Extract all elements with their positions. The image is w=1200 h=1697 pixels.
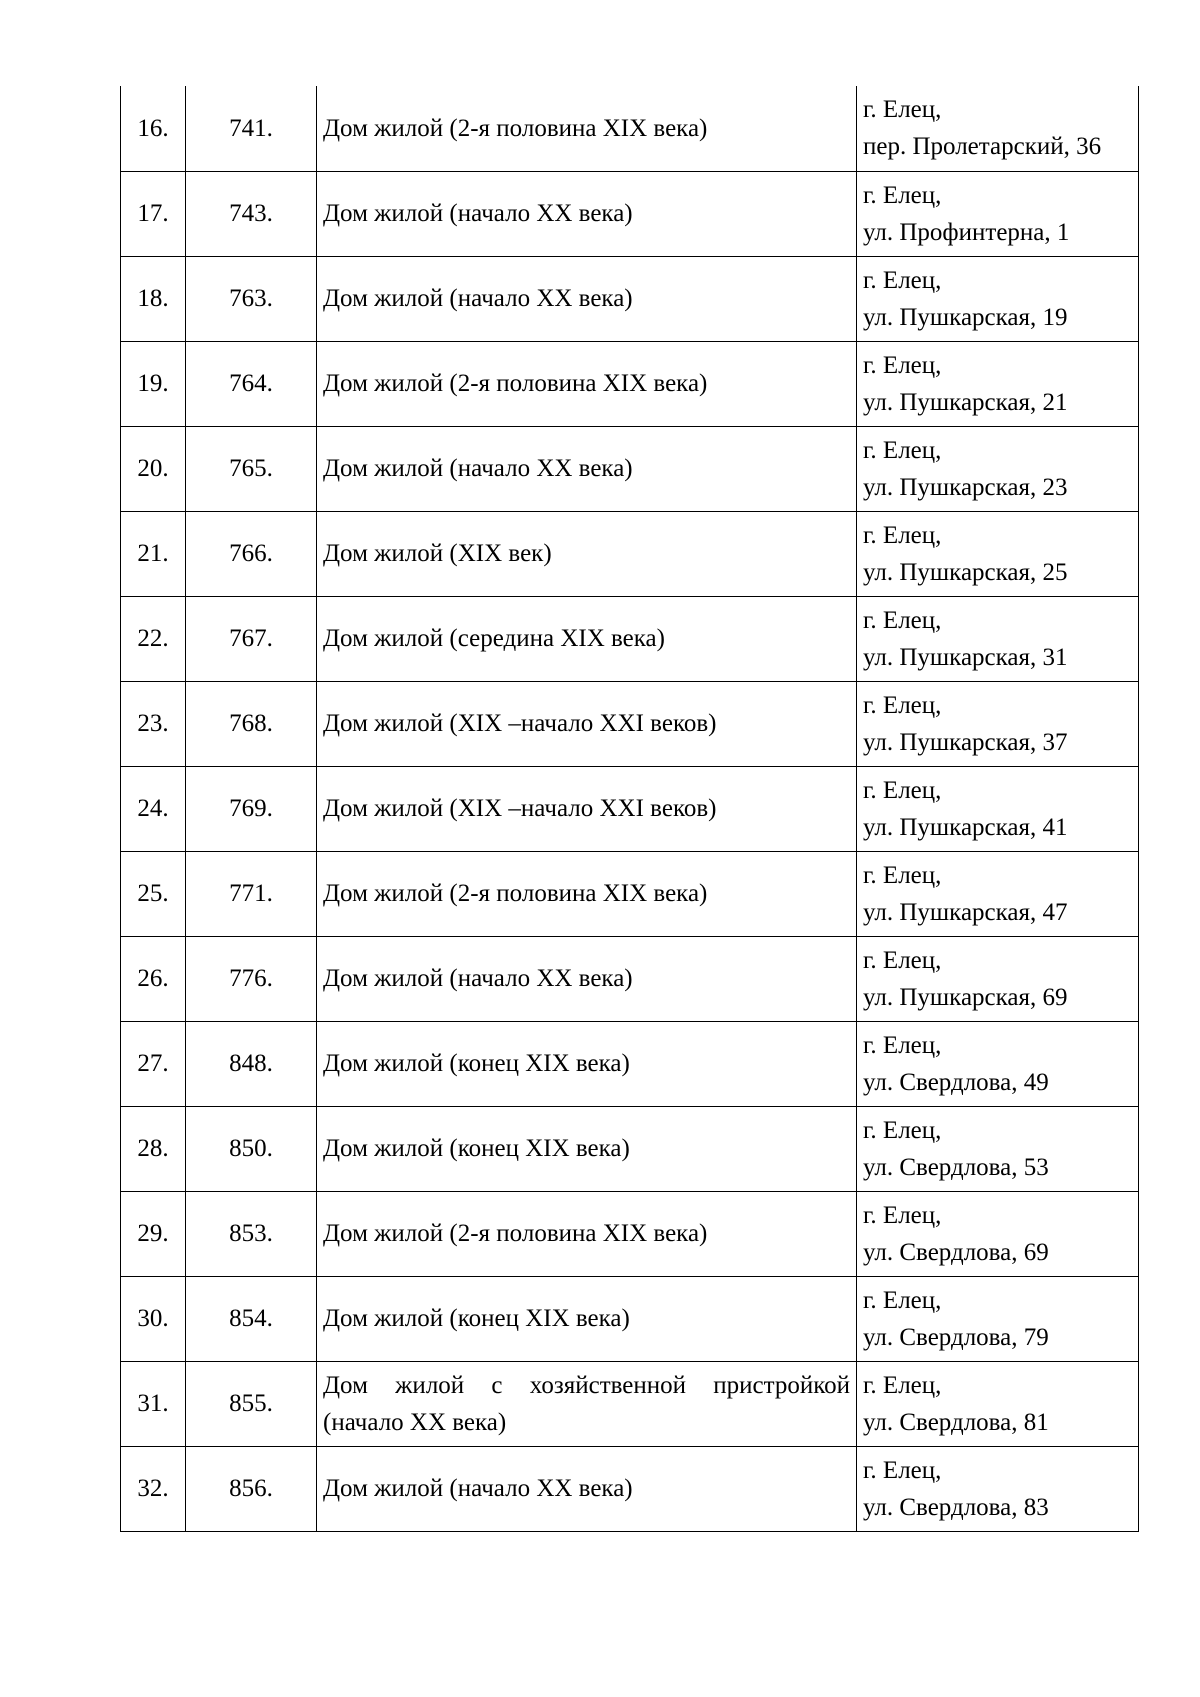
address-cell [857,511,1139,596]
registry-number-cell: 767. [186,596,317,681]
table-row [121,256,1139,341]
address-cell [857,426,1139,511]
object-name-cell: Дом жилой (начало XX века) [317,426,857,511]
address-street: ул. Свердлова, 53 [863,1153,1049,1181]
address-city: г. Елец, [863,521,942,549]
table-row [121,936,1139,1021]
heritage-objects-table [120,86,1139,1532]
table-row [121,1191,1139,1276]
object-name-cell: Дом жилой (конец XIX века) [317,1106,857,1191]
table-row [121,766,1139,851]
object-name-cell: Дом жилой (2-я половина XIX века) [317,341,857,426]
object-name-cell: Дом жилой (начало XX века) [317,1446,857,1531]
row-number-cell: 17. [121,171,186,256]
address-cell [857,86,1139,171]
object-name-cell: Дом жилой (начало XX века) [317,256,857,341]
address-cell [857,596,1139,681]
address-city: г. Елец, [863,266,942,294]
address-street: ул. Свердлова, 81 [863,1408,1049,1436]
address-city: г. Елец, [863,606,942,634]
table-row [121,341,1139,426]
table-row [121,426,1139,511]
table-row [121,171,1139,256]
address-cell [857,256,1139,341]
address-cell [857,766,1139,851]
object-name-cell: Дом жилой (2-я половина XIX века) [317,1191,857,1276]
row-number-cell: 26. [121,936,186,1021]
registry-number-cell: 776. [186,936,317,1021]
address-cell [857,681,1139,766]
row-number-cell: 20. [121,426,186,511]
registry-number-cell: 850. [186,1106,317,1191]
table-row [121,86,1139,171]
object-name-cell: Дом жилой с хозяйственной пристройкой (начало XX века) [317,1361,857,1446]
object-name-cell: Дом жилой (XIX –начало XXI веков) [317,766,857,851]
table-row [121,1021,1139,1106]
address-cell [857,341,1139,426]
address-cell [857,851,1139,936]
address-street: ул. Свердлова, 69 [863,1238,1049,1266]
address-cell [857,936,1139,1021]
object-name-cell: Дом жилой (конец XIX века) [317,1021,857,1106]
registry-number-cell: 856. [186,1446,317,1531]
table-row [121,681,1139,766]
table-row [121,511,1139,596]
address-street: ул. Пушкарская, 21 [863,388,1068,416]
address-street: ул. Пушкарская, 47 [863,898,1068,926]
address-street: ул. Пушкарская, 69 [863,983,1068,1011]
table-row [121,1276,1139,1361]
address-city: г. Елец, [863,436,942,464]
address-street: пер. Пролетарский, 36 [863,133,1102,161]
address-street: ул. Пушкарская, 19 [863,303,1068,331]
address-city: г. Елец, [863,96,942,124]
row-number-cell: 19. [121,341,186,426]
table-row [121,1361,1139,1446]
address-street: ул. Свердлова, 83 [863,1493,1049,1521]
registry-number-cell: 764. [186,341,317,426]
row-number-cell: 27. [121,1021,186,1106]
address-street: ул. Пушкарская, 25 [863,558,1068,586]
registry-number-cell: 763. [186,256,317,341]
registry-number-cell: 741. [186,86,317,171]
row-number-cell: 32. [121,1446,186,1531]
registry-number-cell: 765. [186,426,317,511]
row-number-cell: 23. [121,681,186,766]
row-number-cell: 29. [121,1191,186,1276]
object-name-cell: Дом жилой (2-я половина XIX века) [317,86,857,171]
registry-number-cell: 769. [186,766,317,851]
address-city: г. Елец, [863,691,942,719]
address-cell [857,1191,1139,1276]
row-number-cell: 18. [121,256,186,341]
address-city: г. Елец, [863,861,942,889]
address-city: г. Елец, [863,351,942,379]
address-street: ул. Пушкарская, 31 [863,643,1068,671]
object-name-cell: Дом жилой (середина XIX века) [317,596,857,681]
address-street: ул. Пушкарская, 37 [863,728,1068,756]
address-cell [857,1021,1139,1106]
row-number-cell: 28. [121,1106,186,1191]
address-street: ул. Пушкарская, 23 [863,473,1068,501]
registry-number-cell: 855. [186,1361,317,1446]
registry-number-cell: 848. [186,1021,317,1106]
registry-number-cell: 771. [186,851,317,936]
row-number-cell: 21. [121,511,186,596]
address-cell [857,171,1139,256]
address-city: г. Елец, [863,1371,942,1399]
object-name-cell: Дом жилой (XIX век) [317,511,857,596]
row-number-cell: 30. [121,1276,186,1361]
address-cell [857,1446,1139,1531]
address-city: г. Елец, [863,181,942,209]
registry-number-cell: 766. [186,511,317,596]
address-cell [857,1106,1139,1191]
address-street: ул. Профинтерна, 1 [863,218,1070,246]
object-name-cell: Дом жилой (конец XIX века) [317,1276,857,1361]
table-row [121,1106,1139,1191]
address-street: ул. Свердлова, 49 [863,1068,1049,1096]
address-cell [857,1361,1139,1446]
row-number-cell: 25. [121,851,186,936]
table-body [121,86,1139,1531]
row-number-cell: 31. [121,1361,186,1446]
address-city: г. Елец, [863,1116,942,1144]
row-number-cell: 16. [121,86,186,171]
object-name-cell: Дом жилой (2-я половина XIX века) [317,851,857,936]
address-cell [857,1276,1139,1361]
registry-number-cell: 768. [186,681,317,766]
table-row [121,1446,1139,1531]
row-number-cell: 24. [121,766,186,851]
address-city: г. Елец, [863,1031,942,1059]
registry-number-cell: 743. [186,171,317,256]
registry-number-cell: 853. [186,1191,317,1276]
address-city: г. Елец, [863,1456,942,1484]
object-name-cell: Дом жилой (начало XX века) [317,171,857,256]
address-city: г. Елец, [863,776,942,804]
table-row [121,851,1139,936]
object-name-cell: Дом жилой (XIX –начало XXI веков) [317,681,857,766]
address-street: ул. Пушкарская, 41 [863,813,1068,841]
object-name-cell: Дом жилой (начало XX века) [317,936,857,1021]
address-city: г. Елец, [863,1286,942,1314]
row-number-cell: 22. [121,596,186,681]
address-street: ул. Свердлова, 79 [863,1323,1049,1351]
registry-number-cell: 854. [186,1276,317,1361]
table-row [121,596,1139,681]
address-city: г. Елец, [863,1201,942,1229]
address-city: г. Елец, [863,946,942,974]
